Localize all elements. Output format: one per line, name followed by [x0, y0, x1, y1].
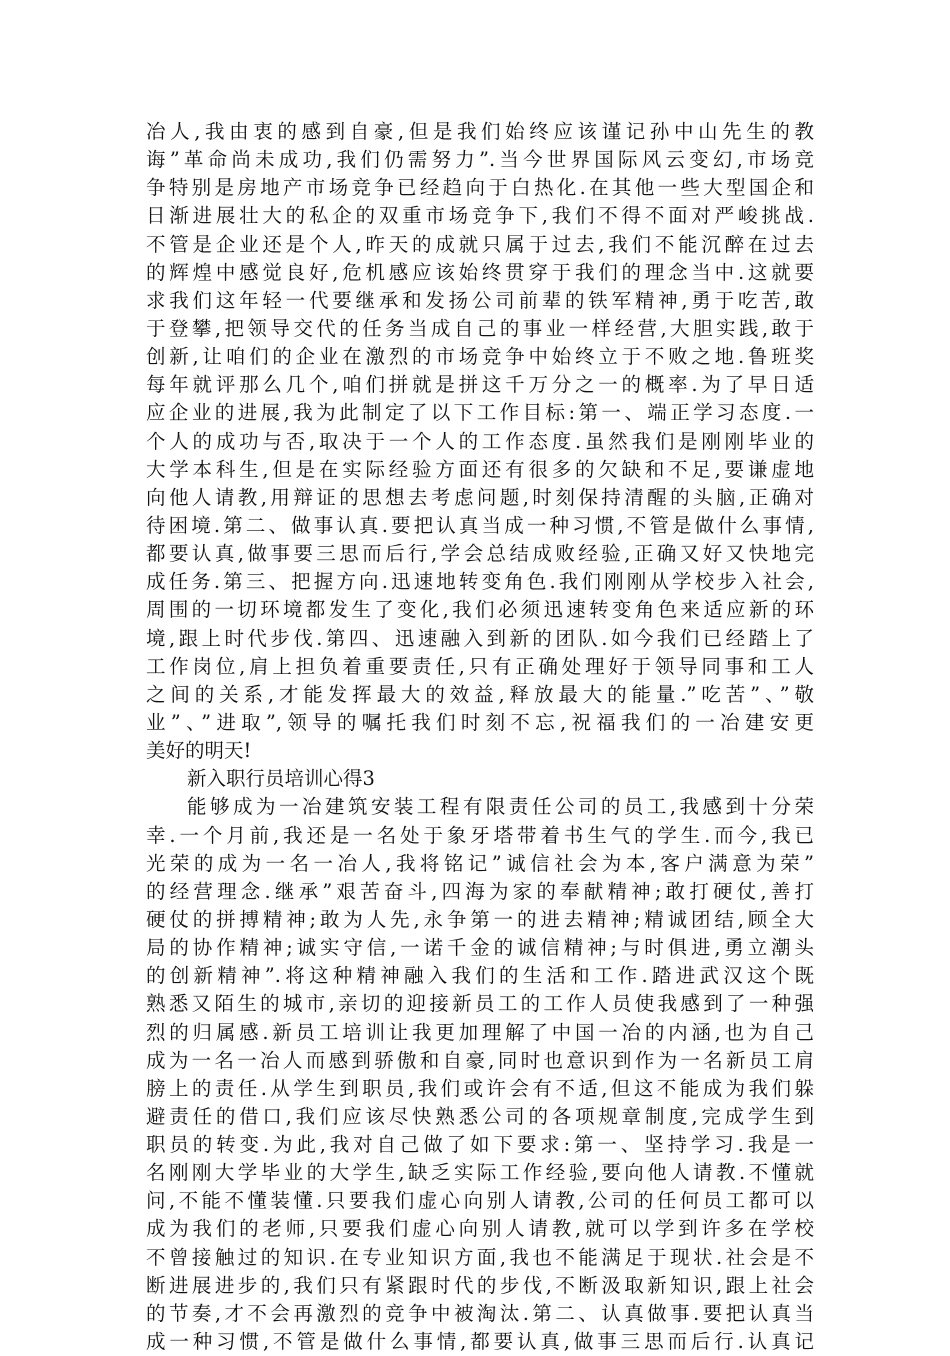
section-heading: 新入职行员培训心得3	[187, 767, 375, 791]
text-line: 硬仗的拼搏精神;敢为人先,永争第一的进去精神;精诚团结,顾全大	[146, 907, 814, 931]
text-line: 能够成为一冶建筑安装工程有限责任公司的员工,我感到十分荣	[187, 795, 814, 819]
text-line: 周围的一切环境都发生了变化,我们必须迅速转变角色来适应新的环	[146, 598, 814, 622]
text-line: 断进展进步的,我们只有紧跟时代的步伐,不断汲取新知识,跟上社会	[146, 1273, 814, 1297]
text-line: 成任务.第三、把握方向.迅速地转变角色.我们刚刚从学校步入社会,	[146, 570, 814, 594]
text-line: 的经营理念.继承”艰苦奋斗,四海为家的奉献精神;敢打硬仗,善打	[146, 879, 814, 903]
text-line: 境,跟上时代步伐.第四、迅速融入到新的团队.如今我们已经踏上了	[146, 626, 814, 650]
text-line: 个人的成功与否,取决于一个人的工作态度.虽然我们是刚刚毕业的	[146, 429, 814, 453]
text-line: 不曾接触过的知识.在专业知识方面,我也不能满足于现状.社会是不	[146, 1245, 814, 1269]
text-line: 局的协作精神;诚实守信,一诺千金的诚信精神;与时俱进,勇立潮头	[146, 936, 814, 960]
text-line: 熟悉又陌生的城市,亲切的迎接新员工的工作人员使我感到了一种强	[146, 992, 814, 1016]
text-line: 求我们这年轻一代要继承和发扬公司前辈的铁军精神,勇于吃苦,敢	[146, 288, 814, 312]
text-line: 不管是企业还是个人,昨天的成就只属于过去,我们不能沉醉在过去	[146, 232, 814, 256]
text-line: 向他人请教,用辩证的思想去考虑问题,时刻保持清醒的头脑,正确对	[146, 485, 814, 509]
text-line: 成为我们的老师,只要我们虚心向别人请教,就可以学到许多在学校	[146, 1217, 814, 1241]
text-line: 避责任的借口,我们应该尽快熟悉公司的各项规章制度,完成学生到	[146, 1104, 814, 1128]
text-line: 争特别是房地产市场竞争已经趋向于白热化.在其他一些大型国企和	[146, 176, 814, 200]
text-line: 业”、”进取”,领导的嘱托我们时刻不忘,祝福我们的一冶建安更	[146, 710, 814, 734]
text-line: 职员的转变.为此,我对自己做了如下要求:第一、坚持学习.我是一	[146, 1133, 814, 1157]
text-line: 的创新精神”.将这种精神融入我们的生活和工作.踏进武汉这个既	[146, 964, 814, 988]
text-line: 光荣的成为一名一冶人,我将铭记”诚信社会为本,客户满意为荣”	[146, 851, 814, 875]
text-line: 每年就评那么几个,咱们拼就是拼这千万分之一的概率.为了早日适	[146, 373, 814, 397]
text-line: 冶人,我由衷的感到自豪,但是我们始终应该谨记孙中山先生的教	[146, 120, 814, 143]
text-line: 美好的明天!	[146, 739, 252, 763]
text-line: 名刚刚大学毕业的大学生,缺乏实际工作经验,要向他人请教.不懂就	[146, 1161, 814, 1185]
text-line: 之间的关系,才能发挥最大的效益,释放最大的能量.”吃苦”、”敬	[146, 682, 814, 706]
text-line: 日渐进展壮大的私企的双重市场竞争下,我们不得不面对严峻挑战.	[146, 204, 814, 228]
text-line: 工作岗位,肩上担负着重要责任,只有正确处理好于领导同事和工人	[146, 654, 814, 678]
text-line: 的节奏,才不会再激烈的竞争中被淘汰.第二、认真做事.要把认真当	[146, 1301, 814, 1325]
document-body	[146, 118, 814, 1356]
text-line: 的辉煌中感觉良好,危机感应该始终贯穿于我们的理念当中.这就要	[146, 260, 814, 284]
text-line: 幸.一个月前,我还是一名处于象牙塔带着书生气的学生.而今,我已	[146, 823, 814, 847]
text-line: 烈的归属感.新员工培训让我更加理解了中国一冶的内涵,也为自己	[146, 1020, 814, 1044]
text-line: 于登攀,把领导交代的任务当成自己的事业一样经营,大胆实践,敢于	[146, 316, 814, 340]
text-line: 诲”革命尚未成功,我们仍需努力”.当今世界国际风云变幻,市场竞	[146, 148, 814, 172]
text-line: 待困境.第二、做事认真.要把认真当成一种习惯,不管是做什么事情,	[146, 513, 814, 537]
text-line: 问,不能不懂装懂.只要我们虚心向别人请教,公司的任何员工都可以	[146, 1189, 814, 1213]
text-line: 膀上的责任.从学生到职员,我们或许会有不适,但这不能成为我们躲	[146, 1076, 814, 1100]
text-line: 成为一名一冶人而感到骄傲和自豪,同时也意识到作为一名新员工肩	[146, 1048, 814, 1072]
text-line: 成一种习惯,不管是做什么事情,都要认真,做事三思而后行.认真记	[146, 1330, 814, 1354]
text-line: 都要认真,做事要三思而后行,学会总结成败经验,正确又好又快地完	[146, 542, 814, 566]
text-line: 应企业的进展,我为此制定了以下工作目标:第一、端正学习态度.一	[146, 401, 814, 425]
text-line: 大学本科生,但是在实际经验方面还有很多的欠缺和不足,要谦虚地	[146, 457, 814, 481]
text-line: 创新,让咱们的企业在激烈的市场竞争中始终立于不败之地.鲁班奖	[146, 345, 814, 369]
